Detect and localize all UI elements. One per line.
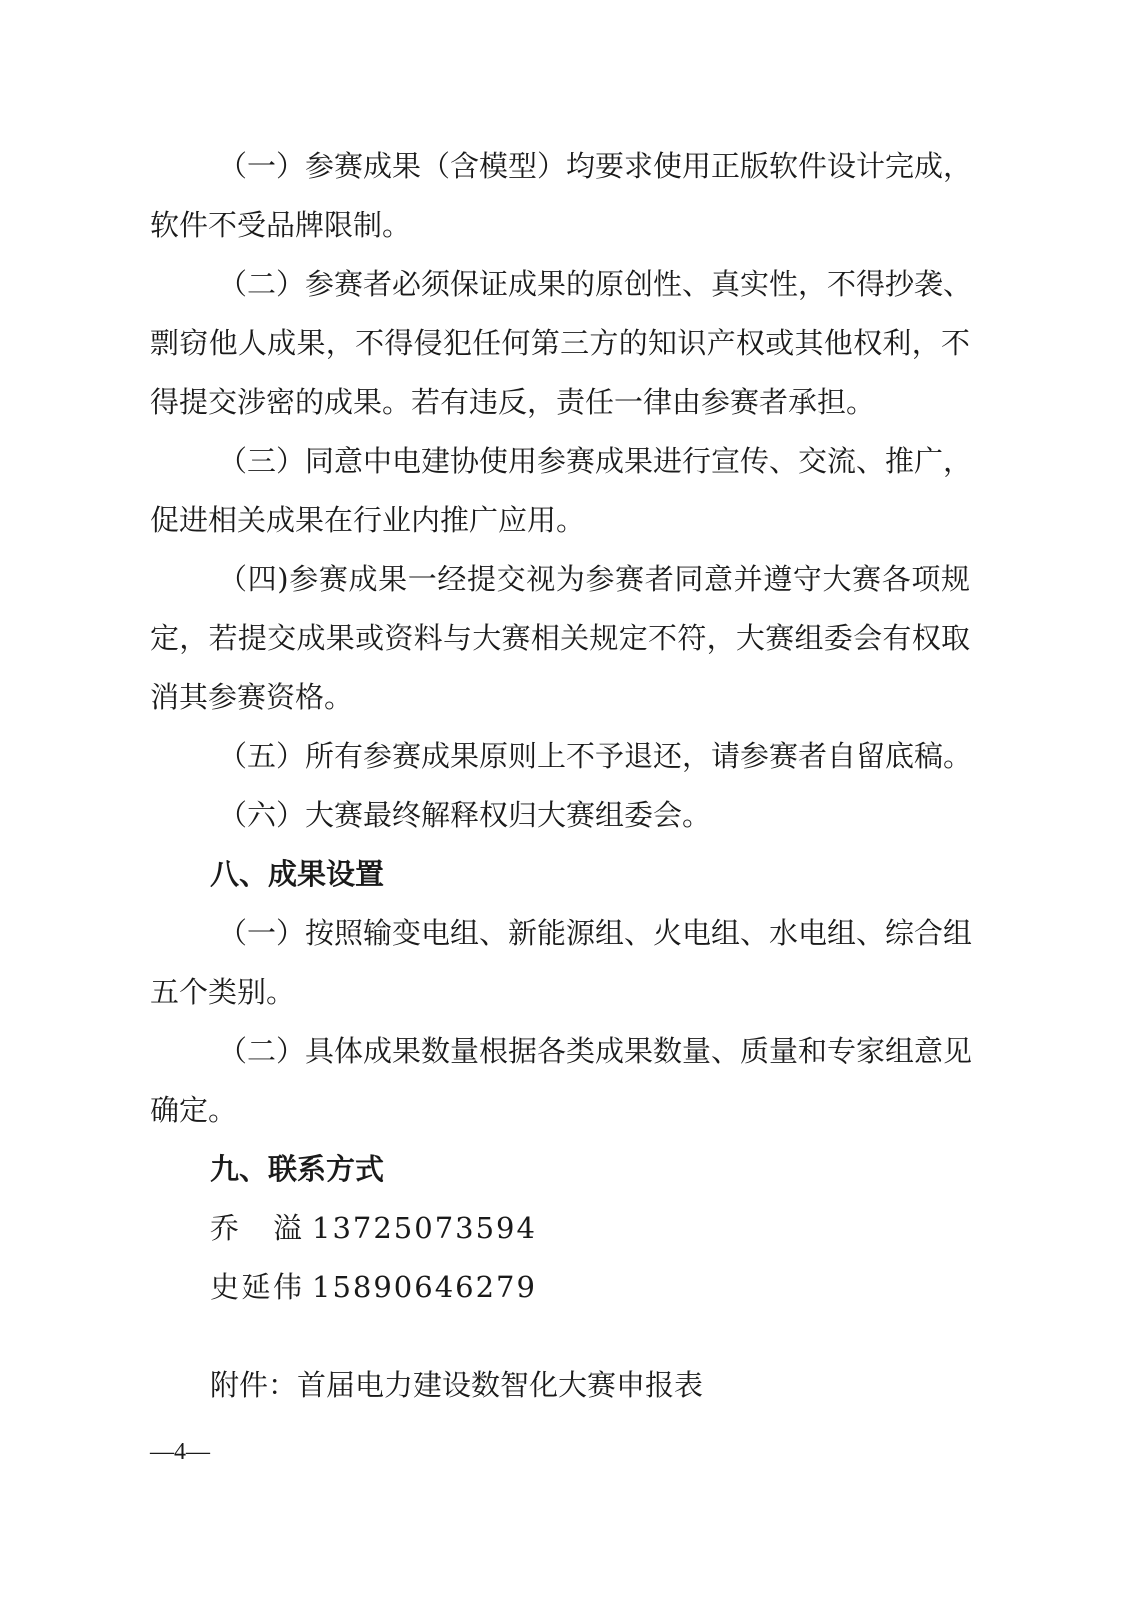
result-item-1-line-1: （一）按照输变电组、新能源组、火电组、水电组、综合组 xyxy=(218,916,973,950)
contact-phone: 15890646279 xyxy=(312,1270,537,1304)
rule-item-4-line-3: 消其参赛资格。 xyxy=(150,680,354,714)
contact-name: 史延伟 xyxy=(210,1270,302,1304)
contact-row xyxy=(210,1208,537,1248)
page-number: —4— xyxy=(150,1439,210,1465)
rule-item-3-line-2: 促进相关成果在行业内推广应用。 xyxy=(150,503,586,537)
rule-item-5-line-1: （五）所有参赛成果原则上不予退还，请参赛者自留底稿。 xyxy=(218,739,973,773)
section-8-heading: 八、成果设置 xyxy=(210,857,385,891)
rule-item-3-line-1: （三）同意中电建协使用参赛成果进行宣传、交流、推广， xyxy=(218,444,973,478)
contact-name: 乔 溢 xyxy=(210,1211,302,1245)
rule-item-1-line-1: （一）参赛成果（含模型）均要求使用正版软件设计完成， xyxy=(218,149,973,183)
result-item-2-line-1: （二）具体成果数量根据各类成果数量、质量和专家组意见 xyxy=(218,1034,973,1068)
result-item-1-line-2: 五个类别。 xyxy=(150,975,296,1009)
attachment-note: 附件：首届电力建设数智化大赛申报表 xyxy=(210,1368,704,1402)
rule-item-4-line-2: 定，若提交成果或资料与大赛相关规定不符，大赛组委会有权取 xyxy=(150,621,970,655)
result-item-2-line-2: 确定。 xyxy=(150,1093,238,1127)
rule-item-2-line-1: （二）参赛者必须保证成果的原创性、真实性，不得抄袭、 xyxy=(218,267,973,301)
rule-item-2-line-3: 得提交涉密的成果。若有违反，责任一律由参赛者承担。 xyxy=(150,385,876,419)
contact-phone: 13725073594 xyxy=(312,1211,537,1245)
rule-item-6-line-1: （六）大赛最终解释权归大赛组委会。 xyxy=(218,798,712,832)
section-9-heading: 九、联系方式 xyxy=(210,1152,385,1186)
rule-item-4-line-1: （四)参赛成果一经提交视为参赛者同意并遵守大赛各项规 xyxy=(218,562,970,596)
contact-row xyxy=(210,1267,537,1307)
rule-item-1-line-2: 软件不受品牌限制。 xyxy=(150,208,412,242)
rule-item-2-line-2: 剽窃他人成果，不得侵犯任何第三方的知识产权或其他权利，不 xyxy=(150,326,970,360)
